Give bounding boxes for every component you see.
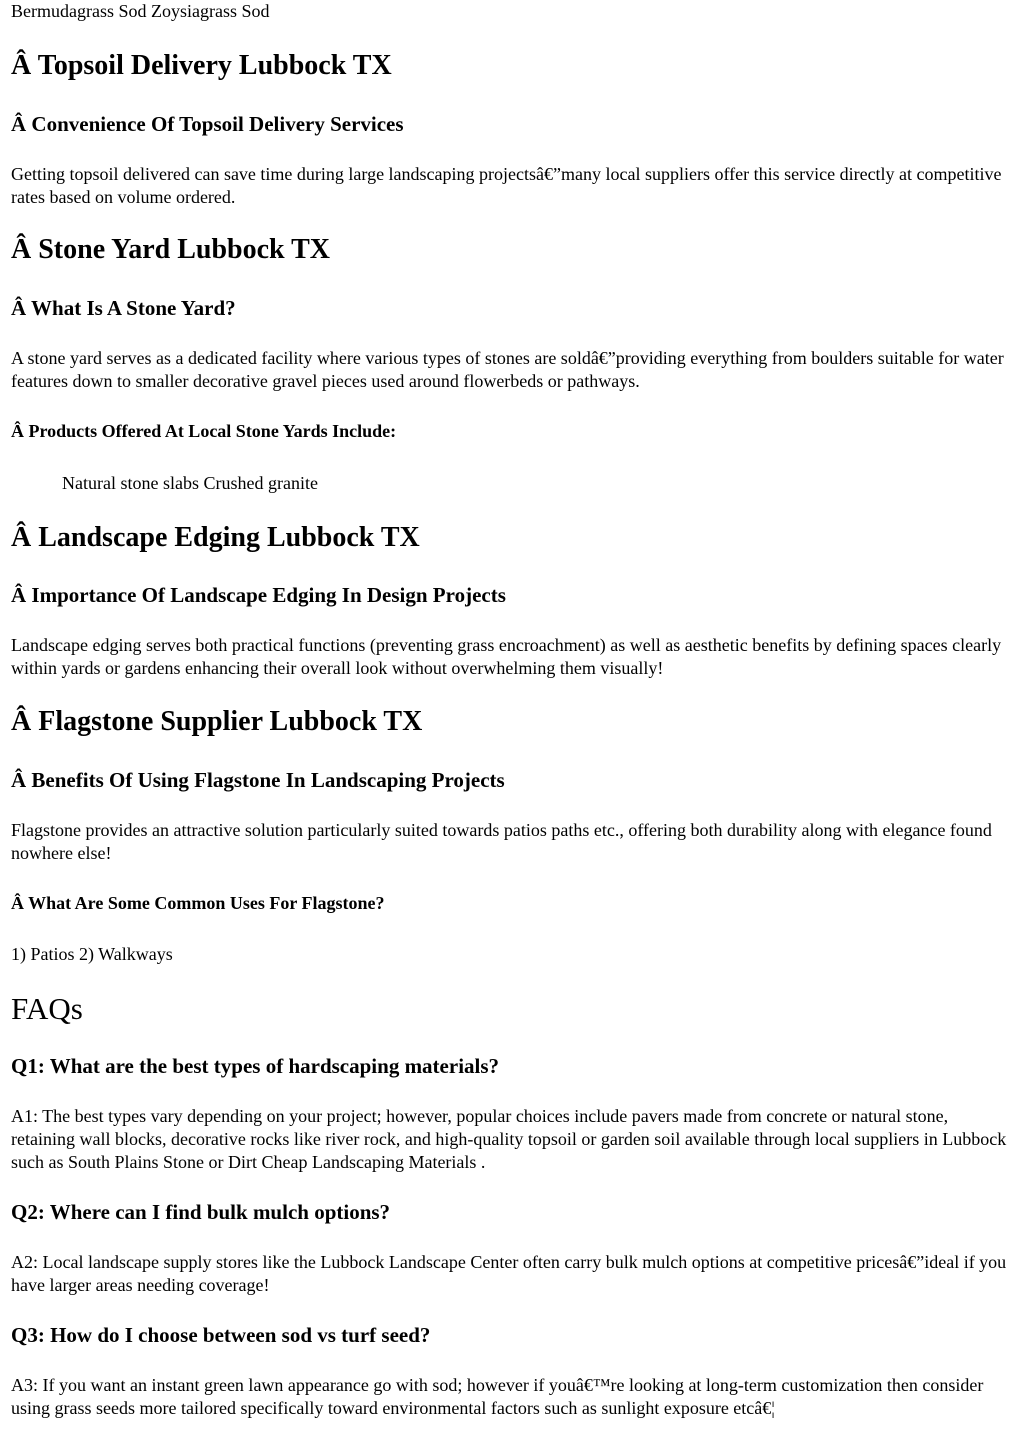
edging-body: Landscape edging serves both practical functions (preventing grass encroachment) as well as aesthetic benefits by defining spaces clearly within yards or gardens enhancing their overall look without overwhelming them visually! xyxy=(11,635,1002,678)
flagstone-uses-heading: Â What Are Some Common Uses For Flagstone? xyxy=(11,893,385,913)
faq-question-1: Q1: What are the best types of hardscaping materials? xyxy=(11,1054,500,1078)
flagstone-subheading: Â Benefits Of Using Flagstone In Landscaping Projects xyxy=(11,768,505,792)
faq-answer-1: A1: The best types vary depending on your project; however, popular choices include pavers made from concrete or natural stone, retaining wall blocks, decorative rocks like river rock, and high-quality topsoil or garden soil available through local suppliers in Lubbock such as South Plains Stone or Dirt Cheap Landscaping Materials . xyxy=(11,1106,1007,1172)
top-line-text: Bermudagrass Sod Zoysiagrass Sod xyxy=(11,1,270,21)
faq-answer-3: A3: If you want an instant green lawn appearance go with sod; however if youâ€™re looking at long-term customization then consider using grass seeds more tailored specifically toward environmental factors such as sunlight exposure etcâ€¦ xyxy=(11,1375,984,1418)
topsoil-heading: Â Topsoil Delivery Lubbock TX xyxy=(11,50,392,81)
stone-yard-products-list: Natural stone slabs Crushed granite xyxy=(62,473,318,493)
stone-yard-heading: Â Stone Yard Lubbock TX xyxy=(11,234,330,265)
stone-yard-products-heading: Â Products Offered At Local Stone Yards Include: xyxy=(11,421,397,441)
flagstone-heading: Â Flagstone Supplier Lubbock TX xyxy=(11,706,423,737)
faq-answer-2: A2: Local landscape supply stores like the Lubbock Landscape Center often carry bulk mulch options at competitive pricesâ€”ideal if you have larger areas needing coverage! xyxy=(11,1252,1007,1295)
topsoil-subheading: Â Convenience Of Topsoil Delivery Services xyxy=(11,112,404,136)
topsoil-body: Getting topsoil delivered can save time during large landscaping projectsâ€”many local suppliers offer this service directly at competitive rates based on volume ordered. xyxy=(11,164,1002,207)
flagstone-uses-list: 1) Patios 2) Walkways xyxy=(11,944,173,964)
faq-question-3: Q3: How do I choose between sod vs turf seed? xyxy=(11,1323,431,1347)
flagstone-body: Flagstone provides an attractive solution particularly suited towards patios paths etc., offering both durability along with elegance found nowhere else! xyxy=(11,820,992,863)
stone-yard-subheading: Â What Is A Stone Yard? xyxy=(11,296,236,320)
top-line xyxy=(11,0,269,23)
edging-heading: Â Landscape Edging Lubbock TX xyxy=(11,522,420,553)
stone-yard-body: A stone yard serves as a dedicated facility where various types of stones are soldâ€”providing everything from boulders suitable for water features down to smaller decorative gravel pieces used around flowerbeds or pathways. xyxy=(11,348,1004,391)
faqs-heading: FAQs xyxy=(11,991,83,1026)
edging-subheading: Â Importance Of Landscape Edging In Design Projects xyxy=(11,583,506,607)
faq-question-2: Q2: Where can I find bulk mulch options? xyxy=(11,1200,391,1224)
